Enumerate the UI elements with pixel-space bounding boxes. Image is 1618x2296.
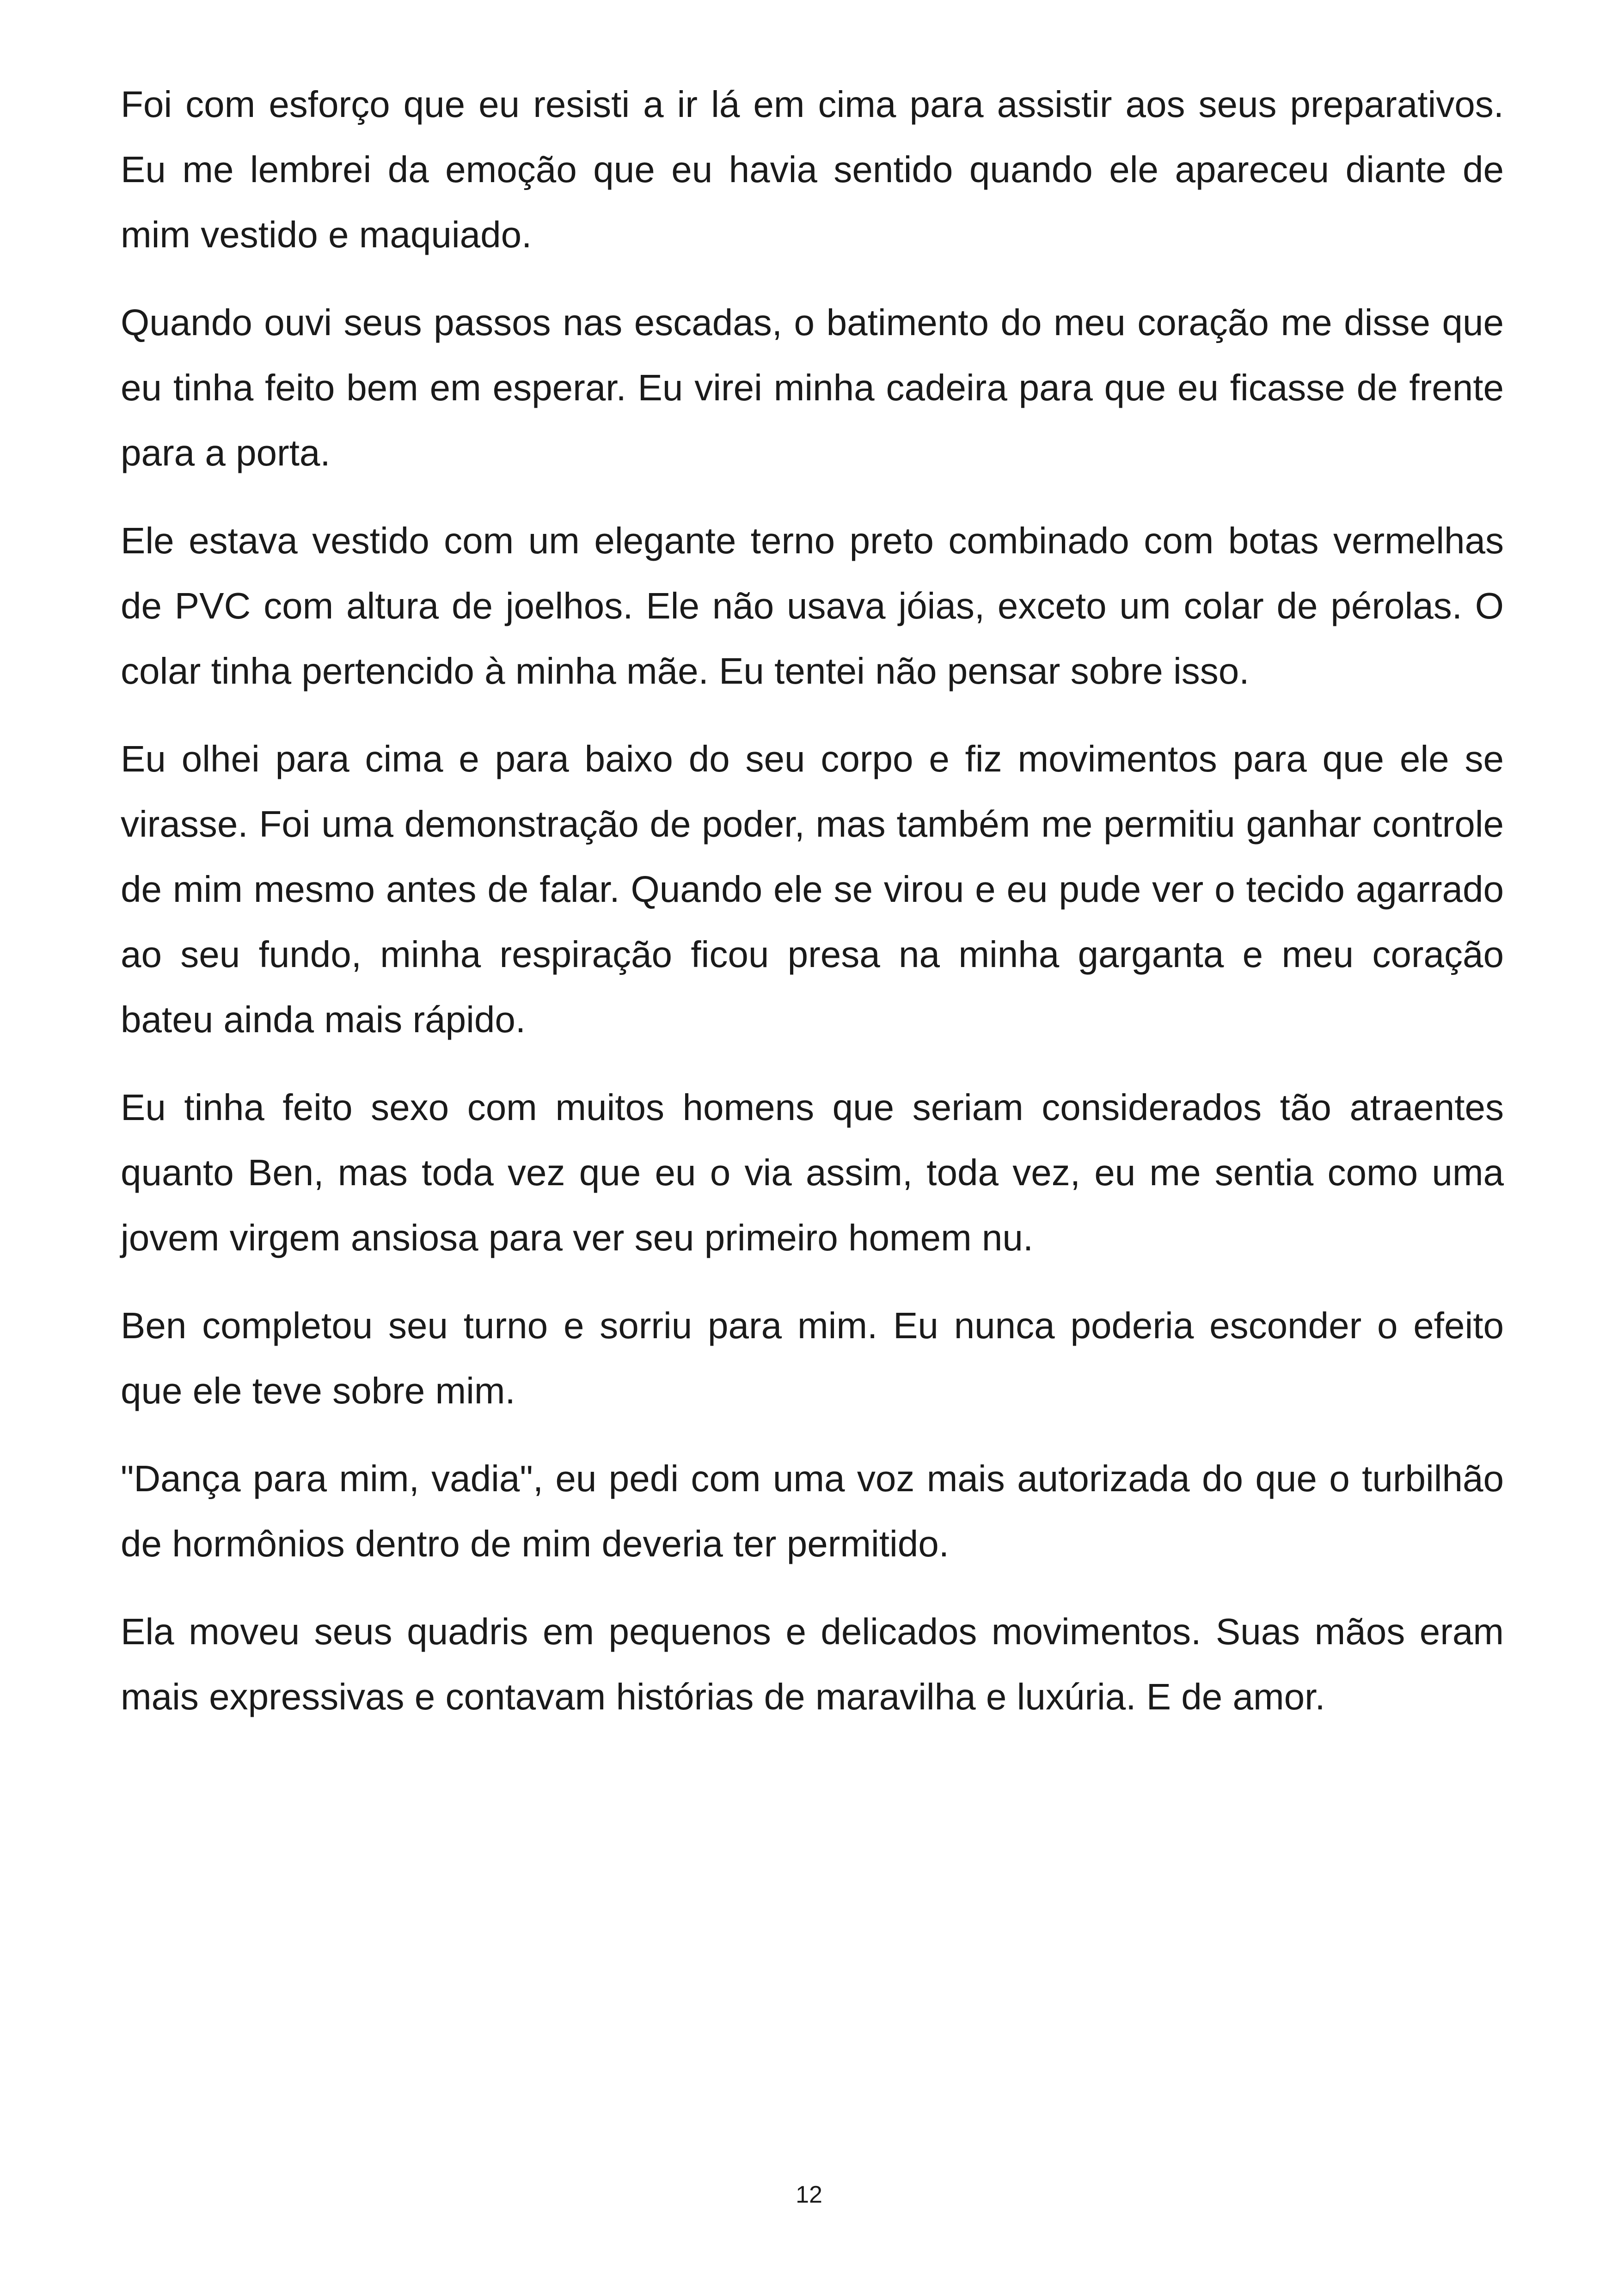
paragraph: Foi com esforço que eu resisti a ir lá em cima para assistir aos seus preparativos. Eu me lembrei da emoção que eu havia sentido quando ele apareceu diante de mim vestido e maquiado. [121,84,1504,255]
paragraph: Eu tinha feito sexo com muitos homens que seriam considerados tão atraentes quanto Ben, mas toda vez que eu o via assim, toda vez, eu me sentia como uma jovem virgem ansiosa para ver seu primeiro homem nu. [121,1087,1504,1258]
paragraph: "Dança para mim, vadia", eu pedi com uma voz mais autorizada do que o turbilhão de hormônios dentro de mim deveria ter permitido. [121,1458,1504,1564]
paragraph: Ela moveu seus quadris em pequenos e delicados movimentos. Suas mãos eram mais expressivas e contavam histórias de maravilha e luxúria. E de amor. [121,1611,1504,1717]
paragraph: Ben completou seu turno e sorriu para mim. Eu nunca poderia esconder o efeito que ele teve sobre mim. [121,1305,1504,1411]
paragraph: Quando ouvi seus passos nas escadas, o batimento do meu coração me disse que eu tinha feito bem em esperar. Eu virei minha cadeira para que eu ficasse de frente para a porta. [121,302,1504,473]
page-number: 12 [796,2181,822,2208]
paragraph: Eu olhei para cima e para baixo do seu corpo e fiz movimentos para que ele se virasse. Foi uma demonstração de poder, mas também me permitiu ganhar controle de mim mesmo antes de falar. Quando ele se virou e eu pude ver o tecido agarrado ao seu fundo, minha respiração ficou presa na minha garganta e meu coração bateu ainda mais rápido. [121,738,1504,1040]
text-body [121,72,1504,1752]
paragraph: Ele estava vestido com um elegante terno preto combinado com botas vermelhas de PVC com altura de joelhos. Ele não usava jóias, exceto um colar de pérolas. O colar tinha pertencido à minha mãe. Eu tentei não pensar sobre isso. [121,520,1504,692]
